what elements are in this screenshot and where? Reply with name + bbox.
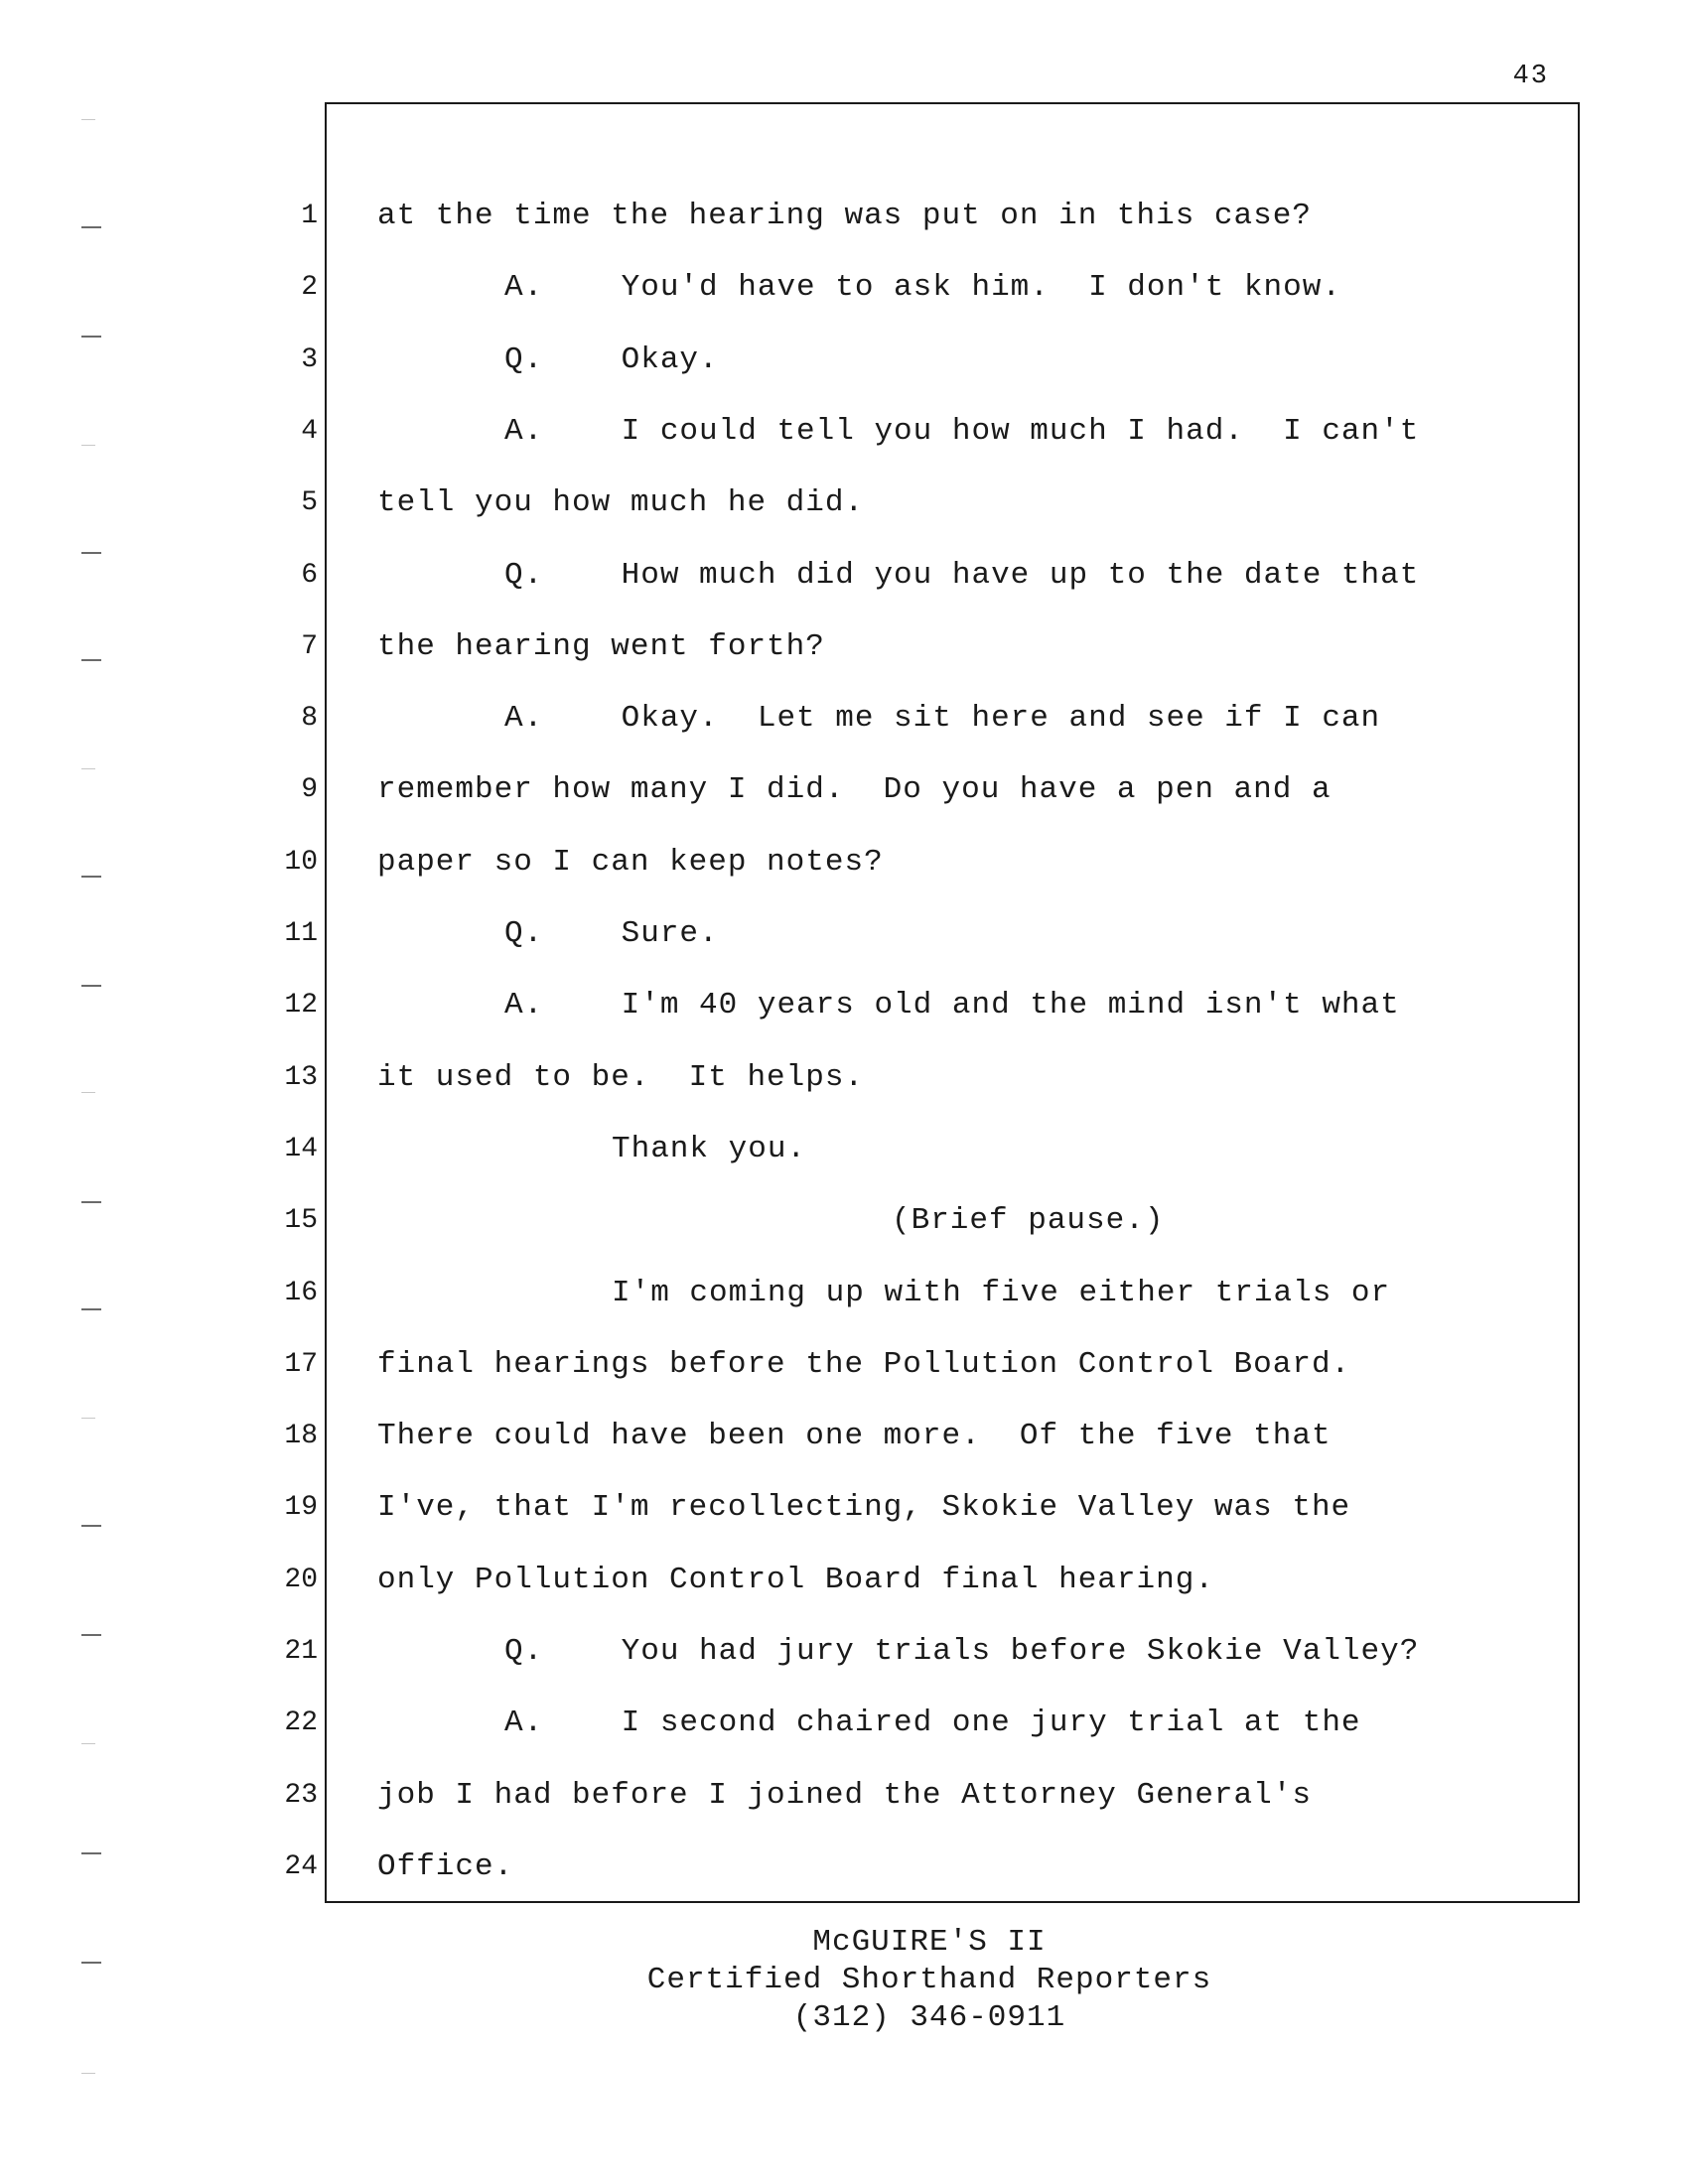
line-text: only Pollution Control Board final hearing. xyxy=(377,1563,1214,1597)
line-text: Office. xyxy=(377,1849,514,1884)
line-number: 23 xyxy=(284,1780,318,1811)
margin-mark xyxy=(81,445,95,446)
margin-mark xyxy=(81,1962,101,1964)
line-text: final hearings before the Pollution Control Board. xyxy=(377,1347,1351,1382)
margin-mark xyxy=(81,226,101,228)
reporter-company: McGUIRE'S II xyxy=(812,1925,1047,1960)
line-number: 20 xyxy=(284,1565,318,1595)
margin-mark xyxy=(81,1852,101,1854)
line-text: (Brief pause.) xyxy=(892,1203,1165,1238)
margin-mark xyxy=(81,1308,101,1310)
line-text: A. I second chaired one jury trial at the xyxy=(504,1706,1361,1740)
margin-mark xyxy=(81,1525,101,1527)
line-number: 12 xyxy=(284,990,318,1021)
line-number: 5 xyxy=(301,487,318,518)
line-number: 10 xyxy=(284,847,318,878)
page-number: 43 xyxy=(1512,62,1549,91)
margin-mark xyxy=(81,2073,95,2074)
line-number: 19 xyxy=(284,1492,318,1523)
line-text: at the time the hearing was put on in this case? xyxy=(377,199,1312,233)
line-text: I've, that I'm recollecting, Skokie Valley was the xyxy=(377,1490,1351,1525)
line-number: 16 xyxy=(284,1278,318,1308)
line-number: 18 xyxy=(284,1421,318,1451)
line-text: Thank you. xyxy=(612,1132,807,1166)
margin-mark xyxy=(81,768,95,769)
margin-mark xyxy=(81,1418,95,1419)
margin-mark xyxy=(81,119,95,120)
line-number: 11 xyxy=(284,918,318,949)
line-text: Q. You had jury trials before Skokie Valley? xyxy=(504,1634,1420,1669)
line-number: 4 xyxy=(301,416,318,447)
line-number: 1 xyxy=(301,201,318,231)
line-number: 22 xyxy=(284,1707,318,1738)
line-number: 24 xyxy=(284,1851,318,1882)
margin-mark xyxy=(81,659,101,661)
margin-mark xyxy=(81,1634,101,1636)
line-number: 6 xyxy=(301,560,318,591)
line-text: paper so I can keep notes? xyxy=(377,845,884,880)
line-text: There could have been one more. Of the five that xyxy=(377,1419,1332,1453)
line-number: 15 xyxy=(284,1205,318,1236)
line-text: the hearing went forth? xyxy=(377,629,825,664)
reporter-footer xyxy=(0,1924,1684,2037)
reporter-phone: (312) 346-0911 xyxy=(792,2000,1066,2035)
line-number: 13 xyxy=(284,1062,318,1093)
line-number: 21 xyxy=(284,1636,318,1667)
reporter-service: Certified Shorthand Reporters xyxy=(646,1963,1212,1997)
line-text: tell you how much he did. xyxy=(377,485,865,520)
line-number: 14 xyxy=(284,1134,318,1164)
line-number: 8 xyxy=(301,703,318,734)
line-number: 9 xyxy=(301,774,318,805)
margin-mark xyxy=(81,1201,101,1203)
margin-mark xyxy=(81,336,101,338)
margin-mark xyxy=(81,552,101,554)
line-text: Q. How much did you have up to the date that xyxy=(504,558,1420,593)
line-number: 3 xyxy=(301,344,318,375)
margin-mark xyxy=(81,1743,95,1744)
line-text: A. I could tell you how much I had. I can't xyxy=(504,414,1420,449)
margin-mark xyxy=(81,1092,95,1093)
line-number: 2 xyxy=(301,272,318,303)
line-text: Q. Sure. xyxy=(504,916,719,951)
line-text: Q. Okay. xyxy=(504,342,719,377)
line-number: 7 xyxy=(301,631,318,662)
line-text: I'm coming up with five either trials or xyxy=(612,1276,1391,1310)
line-text: it used to be. It helps. xyxy=(377,1060,865,1095)
margin-mark xyxy=(81,985,101,987)
line-text: A. Okay. Let me sit here and see if I can xyxy=(504,701,1381,736)
line-text: job I had before I joined the Attorney General's xyxy=(377,1778,1312,1813)
line-text: A. I'm 40 years old and the mind isn't what xyxy=(504,988,1400,1023)
line-text: remember how many I did. Do you have a pen and a xyxy=(377,772,1332,807)
line-number: 17 xyxy=(284,1349,318,1380)
line-text: A. You'd have to ask him. I don't know. xyxy=(504,270,1341,305)
margin-mark xyxy=(81,876,101,878)
